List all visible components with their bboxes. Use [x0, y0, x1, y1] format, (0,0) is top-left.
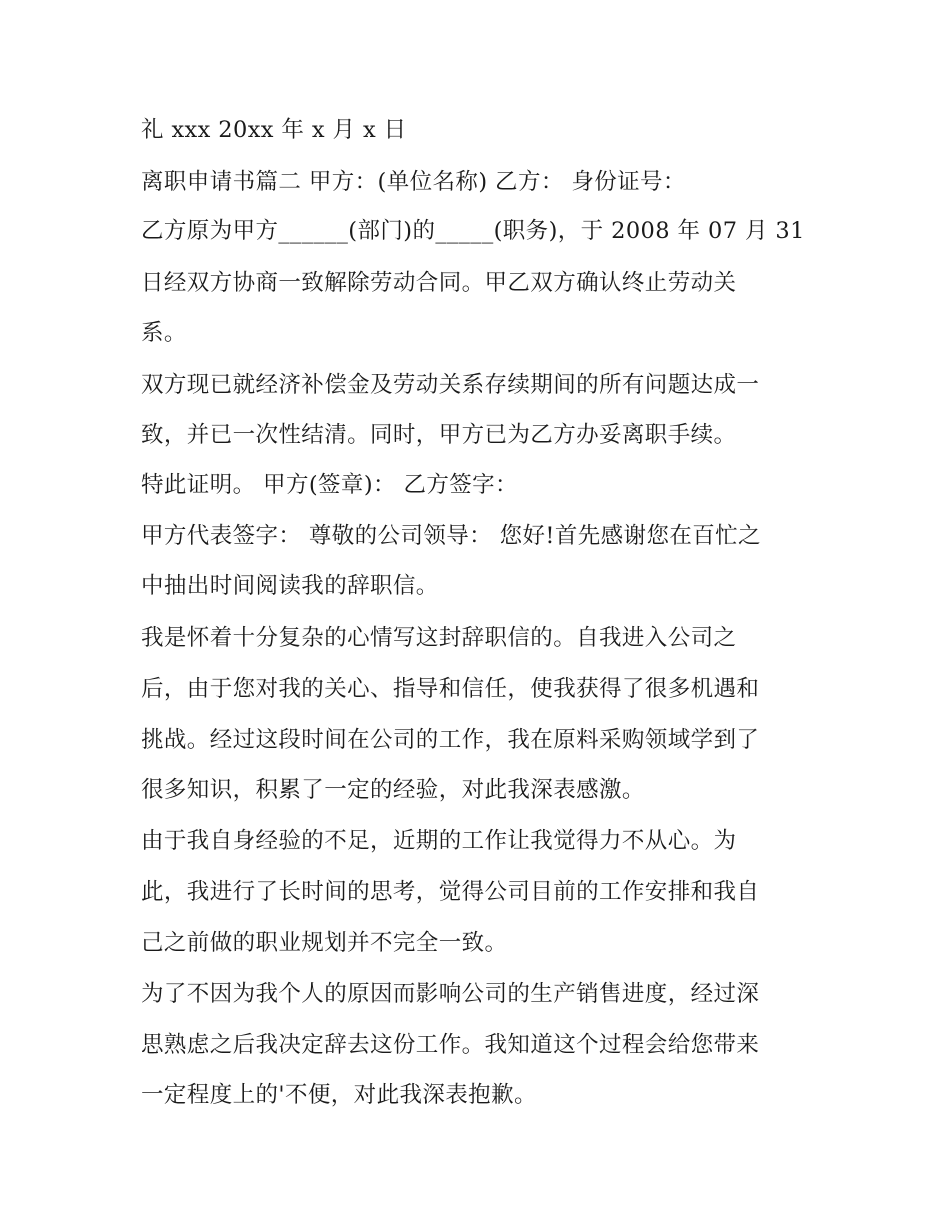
- text-line: 由于我自身经验的不足，近期的工作让我觉得力不从心。为: [141, 828, 737, 854]
- text-line: 己之前做的职业规划并不完全一致。: [141, 930, 508, 956]
- text-line: 甲方代表签字： 尊敬的公司领导： 您好!首先感谢您在百忙之: [141, 523, 761, 549]
- text-line: 一定程度上的'不便，对此我深表抱歉。: [141, 1082, 537, 1108]
- text-line: 特此证明。 甲方(签章)： 乙方签字：: [141, 472, 518, 498]
- text-line: 我是怀着十分复杂的心情写这封辞职信的。自我进入公司之: [141, 625, 737, 651]
- text-line: 乙方原为甲方______(部门)的_____(职务)，于 2008 年 07 月 31: [141, 218, 805, 244]
- text-line: 日经双方协商一致解除劳动合同。甲乙双方确认终止劳动关: [141, 270, 737, 296]
- text-line: 致，并已一次性结清。同时，甲方已为乙方办妥离职手续。: [141, 422, 737, 448]
- text-line: 思熟虑之后我决定辞去这份工作。我知道这个过程会给您带来: [141, 1032, 760, 1058]
- text-line: 双方现已就经济补偿金及劳动关系存续期间的所有问题达成一: [141, 372, 760, 398]
- text-line: 此，我进行了长时间的思考，觉得公司目前的工作安排和我自: [141, 879, 760, 905]
- text-line: 为了不因为我个人的原因而影响公司的生产销售进度，经过深: [141, 981, 760, 1007]
- text-line: 很多知识，积累了一定的经验，对此我深表感激。: [141, 777, 645, 803]
- text-line-title: 离职申请书篇二 甲方：(单位名称) 乙方： 身份证号：: [141, 169, 686, 195]
- text-line-date: 礼 xxx 20xx 年 x 月 x 日: [141, 117, 407, 143]
- text-line: 系。: [141, 320, 187, 346]
- text-line: 中抽出时间阅读我的辞职信。: [141, 573, 439, 599]
- text-line: 挑战。经过这段时间在公司的工作，我在原料采购领域学到了: [141, 727, 760, 753]
- text-line: 后，由于您对我的关心、指导和信任，使我获得了很多机遇和: [141, 676, 760, 702]
